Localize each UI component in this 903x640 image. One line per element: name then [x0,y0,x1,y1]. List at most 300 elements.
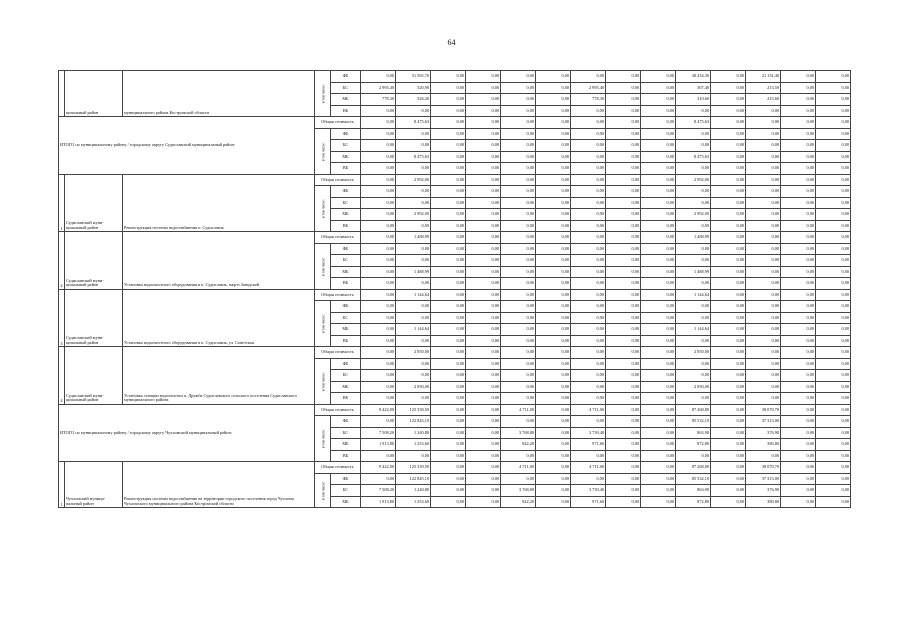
value-cell: 0,00 [501,82,536,94]
district-name: Судиславский муни-ципальный район [65,174,123,232]
itogo-row [59,404,851,416]
value-cell: 0,00 [431,462,466,474]
value-cell: 0,00 [781,266,816,278]
in-that-number-text: в том числе: [321,314,326,334]
value-cell: 0,00 [571,117,606,129]
row-number: 4 [59,347,65,405]
value-cell: 0,00 [781,278,816,290]
value-cell: 0,00 [746,128,781,140]
value-cell: 0,00 [431,278,466,290]
in-that-number-label [315,243,331,289]
source-label-fb: ФБ [331,186,361,198]
value-cell: 4 711,00 [501,462,536,474]
value-cell: 0,00 [781,163,816,175]
value-cell: 0,00 [466,186,501,198]
value-cell: 0,00 [606,347,641,359]
value-cell: 0,00 [501,151,536,163]
value-cell: 0,00 [501,117,536,129]
value-cell: 778,30 [361,94,396,106]
value-cell: 0,00 [606,255,641,267]
value-cell: 0,00 [746,209,781,221]
value-cell: 0,00 [361,186,396,198]
value-cell: 4 711,00 [501,404,536,416]
value-cell: 0,00 [781,404,816,416]
value-cell: 0,00 [606,278,641,290]
value-cell: 0,00 [466,117,501,129]
source-label-bs: БС [331,255,361,267]
value-cell: 0,00 [746,197,781,209]
value-cell: 38 070,70 [746,404,781,416]
source-label-bs: БС [331,312,361,324]
value-cell: 0,00 [571,151,606,163]
value-cell: 0,00 [571,220,606,232]
value-cell: 0,00 [711,209,746,221]
value-cell: 872,80 [676,496,711,508]
value-cell: 9 422,00 [361,404,396,416]
value-cell: 0,00 [816,140,851,152]
value-cell: 3 739,40 [571,427,606,439]
value-cell: 4 711,00 [571,404,606,416]
source-label-mb: МБ [331,324,361,336]
value-cell: 0,00 [641,450,676,462]
value-cell: 0,00 [466,301,501,313]
value-cell: 0,00 [536,232,571,244]
value-cell: 0,00 [571,255,606,267]
value-cell: 0,00 [781,197,816,209]
value-cell: 0,00 [571,347,606,359]
value-cell: 0,00 [571,473,606,485]
project-name: Установка водоочистного оборудования в п. Судиславль, мкр-н Заводской [123,232,315,290]
source-label-fb: ФБ [331,358,361,370]
value-cell: 0,00 [781,450,816,462]
value-cell: 0,00 [396,278,431,290]
value-cell: 0,00 [361,117,396,129]
source-label-fb: ФБ [331,473,361,485]
value-cell: 526,20 [396,94,431,106]
value-cell: 0,00 [746,335,781,347]
value-cell: 0,00 [711,163,746,175]
value-cell: 0,00 [466,128,501,140]
value-cell: 0,00 [431,209,466,221]
value-cell: 0,00 [501,163,536,175]
value-cell: 0,00 [641,266,676,278]
project-name: муниципального района Костромской области [123,71,315,117]
value-cell: 0,00 [536,335,571,347]
value-cell: 0,00 [641,209,676,221]
value-cell: 0,00 [711,128,746,140]
value-cell: 0,00 [606,105,641,117]
value-cell: 0,00 [781,439,816,451]
value-cell: 0,00 [711,301,746,313]
value-cell: 0,00 [396,393,431,405]
value-cell: 0,00 [676,278,711,290]
value-cell: 0,00 [816,404,851,416]
value-cell: 0,00 [361,347,396,359]
value-cell: 0,00 [536,105,571,117]
value-cell: 0,00 [571,381,606,393]
value-cell: 0,00 [536,450,571,462]
value-cell: 0,00 [641,404,676,416]
value-cell: 376,90 [746,485,781,497]
value-cell: 0,00 [746,117,781,129]
value-cell: 0,00 [571,243,606,255]
itogo-row [59,117,851,129]
value-cell: 0,00 [536,117,571,129]
project-name: Реконструкция системы водоснабжения на территории городского поселения город Чухлома Чухломского муниципального района Костромской области [123,462,315,508]
value-cell: 0,00 [606,289,641,301]
value-cell: 0,00 [781,370,816,382]
value-cell: 0,00 [606,82,641,94]
value-cell: 0,00 [536,358,571,370]
value-cell: 0,00 [641,439,676,451]
value-cell: 0,00 [781,117,816,129]
value-cell: 0,00 [641,427,676,439]
value-cell: 0,00 [361,243,396,255]
value-cell: 0,00 [816,324,851,336]
value-cell: 0,00 [571,186,606,198]
value-cell: 0,00 [781,462,816,474]
value-cell: 0,00 [606,266,641,278]
value-cell: 0,00 [571,266,606,278]
value-cell: 0,00 [816,312,851,324]
value-cell: 0,00 [466,485,501,497]
value-cell: 0,00 [431,496,466,508]
in-that-number-label [315,301,331,347]
value-cell: 0,00 [466,324,501,336]
value-cell: 0,00 [536,220,571,232]
value-cell: 0,00 [816,94,851,106]
source-label-mb: МБ [331,209,361,221]
value-cell: 0,00 [431,404,466,416]
total-cost-label: Общая стоимость [315,117,361,129]
value-cell: 0,00 [431,105,466,117]
value-cell: 0,00 [746,358,781,370]
value-cell: 0,00 [536,404,571,416]
value-cell: 0,00 [641,220,676,232]
value-cell: 0,00 [781,312,816,324]
value-cell: 0,00 [781,128,816,140]
value-cell: 2 995,40 [361,82,396,94]
value-cell: 0,00 [571,370,606,382]
value-cell: 0,00 [606,496,641,508]
value-cell: 0,00 [641,278,676,290]
value-cell: 0,00 [781,485,816,497]
value-cell: 0,00 [536,174,571,186]
value-cell: 0,00 [431,370,466,382]
total-cost-label: Общая стоимость [315,289,361,301]
value-cell: 0,00 [431,473,466,485]
value-cell: 0,00 [606,381,641,393]
value-cell: 0,00 [501,381,536,393]
value-cell: 0,00 [711,450,746,462]
value-cell: 0,00 [466,163,501,175]
value-cell: 0,00 [536,393,571,405]
value-cell: 0,00 [781,473,816,485]
value-cell: 0,00 [396,243,431,255]
value-cell: 0,00 [361,381,396,393]
value-cell: 0,00 [466,220,501,232]
value-cell: 7 508,20 [361,485,396,497]
value-cell: 0,00 [431,117,466,129]
value-cell: 0,00 [431,186,466,198]
value-cell: 122 845,10 [396,473,431,485]
value-cell: 0,00 [536,82,571,94]
value-cell: 0,00 [571,312,606,324]
value-cell: 0,00 [746,243,781,255]
total-cost-label: Общая стоимость [315,174,361,186]
value-cell: 0,00 [676,450,711,462]
value-cell: 0,00 [711,324,746,336]
value-cell: 0,00 [816,278,851,290]
value-cell: 0,00 [536,473,571,485]
value-cell: 0,00 [641,71,676,83]
value-cell: 0,00 [361,255,396,267]
value-cell: 0,00 [466,266,501,278]
value-cell: 0,00 [361,174,396,186]
value-cell: 0,00 [711,186,746,198]
value-cell: 0,00 [466,347,501,359]
district-name: Судиславский муни-ципальный район [65,289,123,347]
value-cell: 0,00 [606,416,641,428]
value-cell: 0,00 [781,243,816,255]
value-cell: 4 711,00 [571,462,606,474]
value-cell: 0,00 [501,473,536,485]
value-cell: 0,00 [781,151,816,163]
value-cell: 0,00 [536,197,571,209]
value-cell: 0,00 [361,140,396,152]
value-cell: 0,00 [396,163,431,175]
value-cell: 0,00 [431,393,466,405]
value-cell: 0,00 [466,71,501,83]
value-cell: 0,00 [711,278,746,290]
in-that-number-text: в том числе: [321,372,326,391]
value-cell: 0,00 [781,232,816,244]
value-cell: 0,00 [641,347,676,359]
total-cost-label: Общая стоимость [315,404,361,416]
value-cell: 215,60 [746,94,781,106]
value-cell: 3 739,40 [571,485,606,497]
value-cell: 0,00 [746,347,781,359]
value-cell: 0,00 [641,186,676,198]
value-cell: 0,00 [676,105,711,117]
value-cell: 0,00 [816,462,851,474]
value-cell: 0,00 [641,105,676,117]
source-label-mb: МБ [331,496,361,508]
source-label-mb: МБ [331,439,361,451]
value-cell: 0,00 [571,450,606,462]
value-cell: 0,00 [676,186,711,198]
source-label-vb: ВБ [331,105,361,117]
value-cell: 0,00 [816,485,851,497]
value-cell: 2 850,00 [676,347,711,359]
value-cell: 0,00 [711,496,746,508]
page-number: 64 [447,38,456,47]
value-cell: 0,00 [781,416,816,428]
value-cell: 0,00 [571,335,606,347]
value-cell: 0,00 [501,220,536,232]
district-name: Судиславский муни-ципальный район [65,347,123,405]
value-cell: 0,00 [816,243,851,255]
value-cell: 1 253,60 [396,496,431,508]
value-cell: 0,00 [396,370,431,382]
value-cell: 0,00 [816,197,851,209]
value-cell: 0,00 [746,381,781,393]
value-cell: 0,00 [816,266,851,278]
value-cell: 0,00 [711,151,746,163]
in-that-number-label [315,358,331,404]
value-cell: 2 850,00 [396,381,431,393]
value-cell: 0,00 [676,163,711,175]
value-cell: 0,00 [816,289,851,301]
value-cell: 0,00 [466,370,501,382]
table-row [59,462,851,474]
value-cell: 0,00 [431,220,466,232]
source-label-fb: ФБ [331,243,361,255]
value-cell: 0,00 [711,82,746,94]
value-cell: 0,00 [571,128,606,140]
value-cell: 0,00 [641,289,676,301]
source-label-bs: БС [331,485,361,497]
value-cell: 0,00 [606,358,641,370]
source-label-mb: МБ [331,381,361,393]
value-cell: 0,00 [816,450,851,462]
value-cell: 0,00 [361,473,396,485]
value-cell: 0,00 [641,232,676,244]
value-cell: 0,00 [606,370,641,382]
value-cell: 0,00 [571,416,606,428]
value-cell: 0,00 [466,439,501,451]
value-cell: 85 532,10 [676,416,711,428]
value-cell: 0,00 [361,220,396,232]
value-cell: 0,00 [781,335,816,347]
value-cell: 778,30 [571,94,606,106]
value-cell: 0,00 [361,209,396,221]
value-cell: 0,00 [711,370,746,382]
value-cell: 0,00 [711,255,746,267]
value-cell: 0,00 [431,427,466,439]
value-cell: 0,00 [711,416,746,428]
value-cell: 0,00 [466,82,501,94]
total-cost-label: Общая стоимость [315,462,361,474]
value-cell: 0,00 [361,416,396,428]
value-cell: 0,00 [606,485,641,497]
value-cell: 0,00 [711,197,746,209]
value-cell: 0,00 [361,197,396,209]
value-cell: 0,00 [466,209,501,221]
value-cell: 0,00 [431,347,466,359]
value-cell: 0,00 [396,105,431,117]
value-cell: 0,00 [746,220,781,232]
value-cell: 0,00 [361,163,396,175]
value-cell: 0,00 [536,163,571,175]
value-cell: 0,00 [781,255,816,267]
value-cell: 0,00 [466,312,501,324]
value-cell: 0,00 [361,450,396,462]
value-cell: 0,00 [816,163,851,175]
value-cell: 0,00 [571,71,606,83]
in-that-number-text: в том числе: [321,84,326,104]
value-cell: 0,00 [571,358,606,370]
value-cell: 0,00 [746,393,781,405]
value-cell: 0,00 [676,220,711,232]
value-cell: 0,00 [746,278,781,290]
value-cell: 0,00 [711,266,746,278]
value-cell: 0,00 [606,335,641,347]
value-cell: 863,90 [676,427,711,439]
value-cell: 1 488,99 [396,266,431,278]
value-cell: 0,00 [711,220,746,232]
value-cell: 8 475,63 [396,117,431,129]
value-cell: 0,00 [501,450,536,462]
value-cell: 0,00 [641,473,676,485]
value-cell: 310,60 [676,94,711,106]
value-cell: 0,00 [501,209,536,221]
value-cell: 0,00 [536,243,571,255]
value-cell: 0,00 [361,151,396,163]
value-cell: 0,00 [606,174,641,186]
total-cost-label: Общая стоимость [315,232,361,244]
value-cell: 0,00 [711,174,746,186]
value-cell: 0,00 [746,312,781,324]
value-cell: 38 070,70 [746,462,781,474]
value-cell: 0,00 [816,393,851,405]
value-cell: 8 475,63 [676,151,711,163]
value-cell: 0,00 [746,289,781,301]
value-cell: 0,00 [711,140,746,152]
value-cell: 0,00 [571,278,606,290]
value-cell: 0,00 [746,163,781,175]
value-cell: 0,00 [466,197,501,209]
value-cell: 0,00 [396,255,431,267]
value-cell: 0,00 [781,140,816,152]
project-name: Установка станции водоочистки п. Дружба Судиславского сельского поселения Судиславского муниципального района [123,347,315,405]
value-cell: 0,00 [466,255,501,267]
value-cell: 0,00 [501,393,536,405]
source-label-fb: ФБ [331,71,361,83]
value-cell: 2 850,00 [396,347,431,359]
value-cell: 0,00 [466,140,501,152]
value-cell: 0,00 [361,128,396,140]
source-label-bs: БС [331,197,361,209]
value-cell: 0,00 [711,94,746,106]
value-cell: 2 992,00 [396,174,431,186]
project-name: Установка водоочистного оборудования в п. Судиславль, ул. Советская [123,289,315,347]
value-cell: 0,00 [711,358,746,370]
value-cell: 0,00 [571,289,606,301]
value-cell: 0,00 [431,128,466,140]
value-cell: 0,00 [431,485,466,497]
value-cell: 1 488,99 [396,232,431,244]
value-cell: 1 144,64 [676,289,711,301]
value-cell: 0,00 [711,381,746,393]
value-cell: 0,00 [606,197,641,209]
value-cell: 0,00 [781,393,816,405]
value-cell: 0,00 [431,450,466,462]
value-cell: 0,00 [816,71,851,83]
value-cell: 0,00 [396,197,431,209]
value-cell: 0,00 [746,324,781,336]
value-cell: 37 313,00 [746,473,781,485]
in-that-number-label [315,416,331,462]
value-cell: 0,00 [501,358,536,370]
value-cell: 0,00 [536,128,571,140]
value-cell: 0,00 [501,140,536,152]
row-number: 1 [59,174,65,232]
value-cell: 51 565,70 [396,71,431,83]
value-cell: 1 488,99 [676,232,711,244]
value-cell: 0,00 [641,358,676,370]
value-cell: 0,00 [641,197,676,209]
